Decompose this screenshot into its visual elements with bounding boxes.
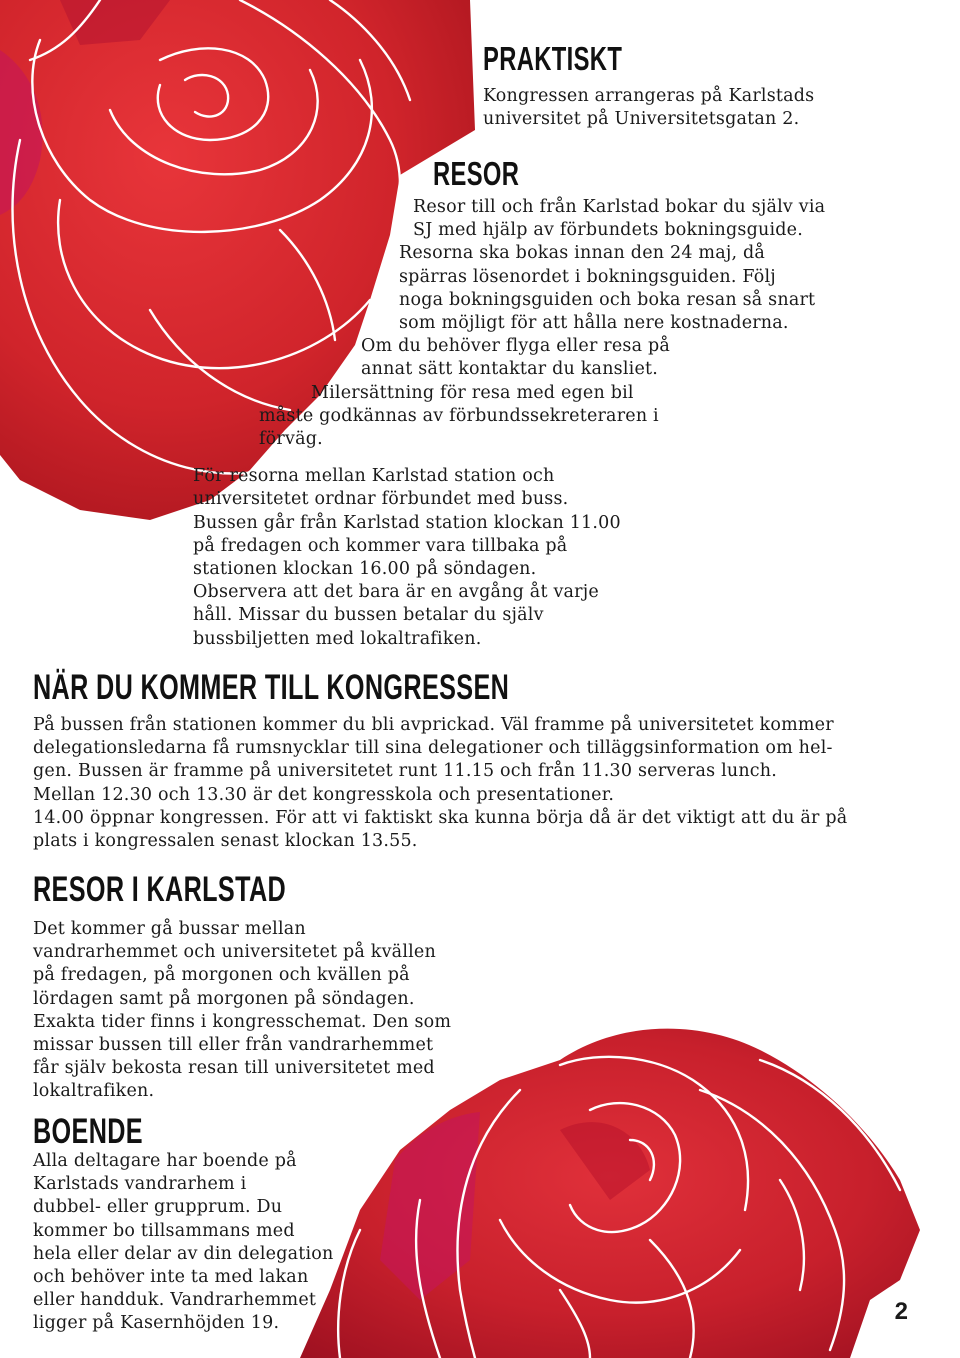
text-line: bussbiljetten med lokaltrafiken. <box>193 628 482 649</box>
text-line: Resorna ska bokas innan den 24 maj, då <box>399 243 766 264</box>
text-line: Alla deltagare har boende på <box>33 1151 297 1171</box>
text-line: Mellan 12.30 och 13.30 är det kongresskola och presentationer. <box>33 784 615 805</box>
text-line: 14.00 öppnar kongressen. För att vi faktiskt ska kunna börja då är det viktigt att du är på <box>33 807 848 828</box>
text-line: Kongressen arrangeras på Karlstads <box>483 86 815 106</box>
text-line: annat sätt kontaktar du kansliet. <box>361 359 658 380</box>
praktiskt-heading: PRAKTISKT <box>483 40 623 77</box>
text-line: Milersättning för resa med egen bil <box>311 382 634 403</box>
resor-i-karlstad-body <box>33 918 451 1104</box>
text-line: måste godkännas av förbundssekreteraren i <box>259 405 659 426</box>
text-line: lördagen samt på morgonen på söndagen. <box>33 988 415 1009</box>
text-line: noga bokningsguiden och boka resan så snart <box>399 289 816 310</box>
text-line: dubbel- eller grupprum. Du <box>33 1197 283 1218</box>
boende-heading: BOENDE <box>33 1112 143 1151</box>
text-line: Exakta tider finns i kongresschemat. Den som <box>33 1011 452 1032</box>
resor-heading: RESOR <box>433 155 520 192</box>
text-line: Karlstads vandrarhem i <box>33 1174 247 1195</box>
text-line: eller handduk. Vandrarhemmet <box>33 1290 317 1311</box>
nar-du-kommer-heading: NÄR DU KOMMER TILL KONGRESSEN <box>33 668 510 707</box>
text-line: lokaltrafiken. <box>33 1081 155 1102</box>
text-line: och behöver inte ta med lakan <box>33 1267 309 1288</box>
praktiskt-body <box>483 85 814 131</box>
text-line: får själv bekosta resan till universitetet med <box>33 1058 435 1079</box>
text-line: delegationsledarna få rumsnycklar till sina delegationer och tilläggsinformation om hel- <box>33 738 833 759</box>
text-line: gen. Bussen är framme på universitetet runt 11.15 och från 11.30 serveras lunch. <box>33 761 778 782</box>
resor-i-karlstad-heading: RESOR I KARLSTAD <box>33 870 287 909</box>
text-line: hela eller delar av din delegation <box>33 1243 334 1264</box>
resor-body <box>0 196 825 651</box>
text-line: kommer bo tillsammans med <box>33 1220 295 1241</box>
text-line: Om du behöver flyga eller resa på <box>361 336 671 357</box>
text-line: Resor till och från Karlstad bokar du själv via <box>413 197 826 217</box>
text-line: spärras lösenordet i bokningsguiden. Följ <box>399 266 776 287</box>
text-line: på fredagen och kommer vara tillbaka på <box>193 535 568 556</box>
text-line: vandrarhemmet och universitetet på kvällen <box>33 942 436 963</box>
text-line: universitet på Universitetsgatan 2. <box>483 109 800 130</box>
text-line: För resorna mellan Karlstad station och <box>193 466 555 487</box>
boende-body <box>33 1150 333 1336</box>
text-line: Det kommer gå bussar mellan <box>33 919 306 939</box>
text-line: stationen klockan 16.00 på söndagen. <box>193 559 537 580</box>
text-line: som möjligt för att hålla nere kostnaderna. <box>399 313 789 334</box>
text-line: SJ med hjälp av förbundets bokningsguide. <box>413 220 803 241</box>
text-line: Bussen går från Karlstad station klockan 11.00 <box>193 512 621 533</box>
text-line: på fredagen, på morgonen och kvällen på <box>33 965 410 986</box>
page-number: 2 <box>894 1298 908 1325</box>
text-line: ligger på Kasernhöjden 19. <box>33 1313 280 1334</box>
text-line: På bussen från stationen kommer du bli avprickad. Väl framme på universitetet kommer <box>33 715 834 735</box>
text-line: håll. Missar du bussen betalar du själv <box>193 605 544 626</box>
text-line: Observera att det bara är en avgång åt varje <box>193 582 599 603</box>
nar-du-kommer-body <box>33 714 847 853</box>
text-line: förväg. <box>259 429 323 450</box>
text-line: plats i kongressalen senast klockan 13.55. <box>33 831 418 852</box>
text-line: universitetet ordnar förbundet med buss. <box>193 489 569 510</box>
text-line: missar bussen till eller från vandrarhemmet <box>33 1035 434 1056</box>
